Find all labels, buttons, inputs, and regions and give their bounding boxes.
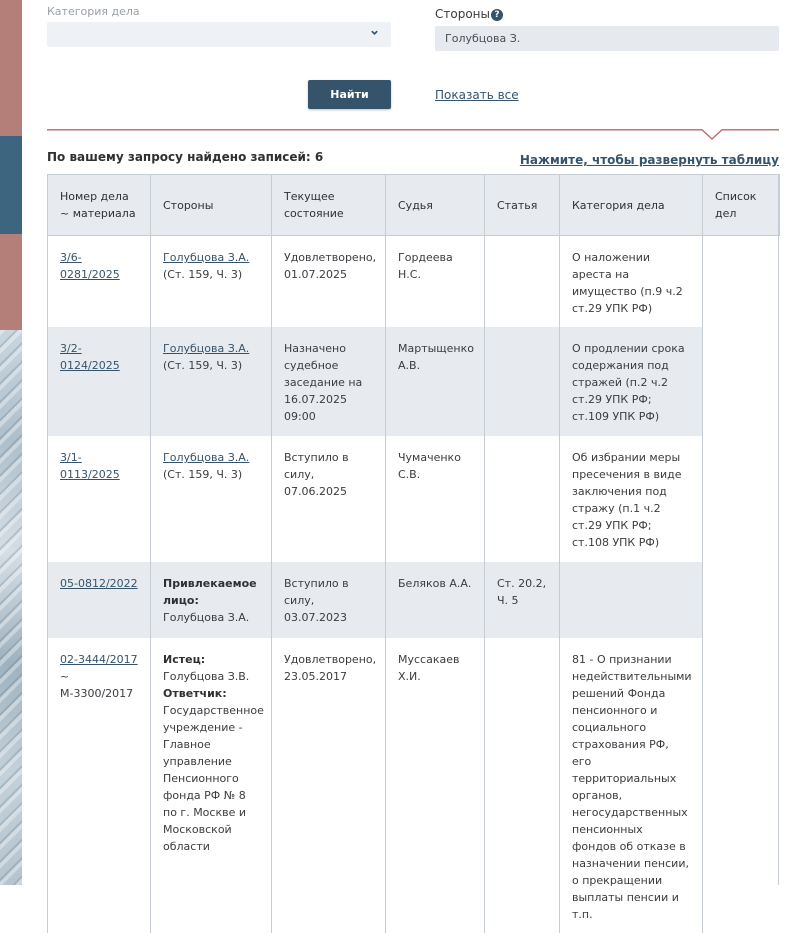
judge-cell: Гордеева Н.С. xyxy=(386,236,485,328)
article-cell xyxy=(485,638,560,933)
case-list-cell xyxy=(703,638,780,933)
defendant-name: Государственное учреждение - Главное управление Пенсионного фонда РФ № 8 по г. Москве и Московской области xyxy=(163,704,264,853)
help-icon[interactable]: ? xyxy=(491,9,503,21)
column-header-judge[interactable]: Судья xyxy=(386,175,485,236)
party-article: (Ст. 159, Ч. 3) xyxy=(163,268,243,281)
table-header-row xyxy=(48,175,780,236)
party-link[interactable]: Голубцова З.А. xyxy=(163,451,250,464)
parties-input[interactable] xyxy=(435,26,779,51)
judge-cell: Муссакаев Х.И. xyxy=(386,638,485,933)
edge-segment-blue xyxy=(0,136,22,234)
party-link[interactable]: Голубцова З.А. xyxy=(163,251,250,264)
case-number-link[interactable]: 05-0812/2022 xyxy=(60,577,138,590)
table-row xyxy=(48,327,780,436)
section-divider xyxy=(47,129,779,143)
case-number-cell xyxy=(48,236,151,328)
party-link[interactable]: Голубцова З.А. xyxy=(163,342,250,355)
judge-cell: Чумаченко С.В. xyxy=(386,436,485,562)
edge-segment-rose-lower xyxy=(0,234,22,330)
edge-segment-rose xyxy=(0,0,22,136)
judge-cell: Мартыщенко А.В. xyxy=(386,327,485,436)
parties-cell xyxy=(151,327,272,436)
column-header-state[interactable]: Текущее состояние xyxy=(272,175,386,236)
judge-cell: Беляков А.А. xyxy=(386,562,485,638)
category-cell xyxy=(560,562,703,638)
state-cell: Удовлетворено, 23.05.2017 xyxy=(272,638,386,933)
category-cell: 81 - О признании недействительными решений Фонда пенсионного и социального страхования РФ, его территориальных органов, негосударственных пенсионных фондов об отказе в назначении пенсии, о прекращении выплаты пенсии и т.п. xyxy=(560,638,703,933)
results-count: По вашему запросу найдено записей: 6 xyxy=(47,150,324,164)
plaintiff-role-label: Истец: xyxy=(163,653,206,666)
plaintiff-name: Голубцова З.В. xyxy=(163,670,250,683)
parties-cell xyxy=(151,562,272,638)
category-label: Категория дела xyxy=(47,5,140,18)
state-cell: Назначено судебное заседание на 16.07.2025 09:00 xyxy=(272,327,386,436)
category-select[interactable] xyxy=(47,22,391,47)
case-number-link[interactable]: 3/1-0113/2025 xyxy=(60,451,120,481)
table-row xyxy=(48,638,780,933)
column-header-parties[interactable]: Стороны xyxy=(151,175,272,236)
party-article: (Ст. 159, Ч. 3) xyxy=(163,468,243,481)
article-cell: Ст. 20.2, Ч. 5 xyxy=(485,562,560,638)
table-row xyxy=(48,562,780,638)
column-header-category[interactable]: Категория дела xyxy=(560,175,703,236)
search-button[interactable]: Найти xyxy=(308,80,391,109)
column-header-article[interactable]: Статья xyxy=(485,175,560,236)
parties-cell xyxy=(151,236,272,328)
case-list-cell xyxy=(703,327,780,436)
case-tilde: ~ xyxy=(60,670,70,683)
column-header-case-number[interactable]: Номер дела ~ материала xyxy=(48,175,151,236)
case-number-link[interactable]: 02-3444/2017 xyxy=(60,653,138,666)
case-number-cell xyxy=(48,562,151,638)
party-name: Голубцова З.А. xyxy=(163,611,250,624)
state-cell: Вступило в силу, 03.07.2023 xyxy=(272,562,386,638)
parties-cell xyxy=(151,436,272,562)
case-list-cell xyxy=(703,436,780,562)
category-cell: О наложении ареста на имущество (п.9 ч.2 ст.29 УПК РФ) xyxy=(560,236,703,328)
expand-table-link[interactable]: Нажмите, чтобы развернуть таблицу xyxy=(519,153,779,167)
state-cell: Вступило в силу, 07.06.2025 xyxy=(272,436,386,562)
case-number-link[interactable]: 3/2-0124/2025 xyxy=(60,342,120,372)
party-article: (Ст. 159, Ч. 3) xyxy=(163,359,243,372)
article-cell xyxy=(485,236,560,328)
defendant-role-label: Ответчик: xyxy=(163,687,227,700)
category-cell: О продлении срока содержания под стражей (п.2 ч.2 ст.29 УПК РФ; ст.109 УПК РФ) xyxy=(560,327,703,436)
table-row xyxy=(48,436,780,562)
results-table xyxy=(47,174,780,933)
decorative-left-edge xyxy=(0,0,22,885)
column-header-case-list[interactable]: Список дел xyxy=(703,175,780,236)
edge-background-photo xyxy=(0,330,22,885)
case-number-link[interactable]: 3/6-0281/2025 xyxy=(60,251,120,281)
party-role-label: Привлекаемое лицо: xyxy=(163,577,257,607)
chevron-down-icon xyxy=(370,28,379,37)
case-number-cell xyxy=(48,638,151,933)
category-cell: Об избрании меры пресечения в виде заключения под стражу (п.1 ч.2 ст.29 УПК РФ; ст.108 УПК РФ) xyxy=(560,436,703,562)
case-list-cell xyxy=(703,236,780,328)
state-cell: Удовлетворено, 01.07.2025 xyxy=(272,236,386,328)
case-number-cell xyxy=(48,327,151,436)
case-number-cell xyxy=(48,436,151,562)
article-cell xyxy=(485,436,560,562)
parties-cell xyxy=(151,638,272,933)
case-material-number: М-3300/2017 xyxy=(60,687,134,700)
case-list-cell xyxy=(703,562,780,638)
table-row xyxy=(48,236,780,328)
parties-label: Стороны xyxy=(435,7,490,21)
show-all-link[interactable]: Показать все xyxy=(435,88,519,102)
article-cell xyxy=(485,327,560,436)
